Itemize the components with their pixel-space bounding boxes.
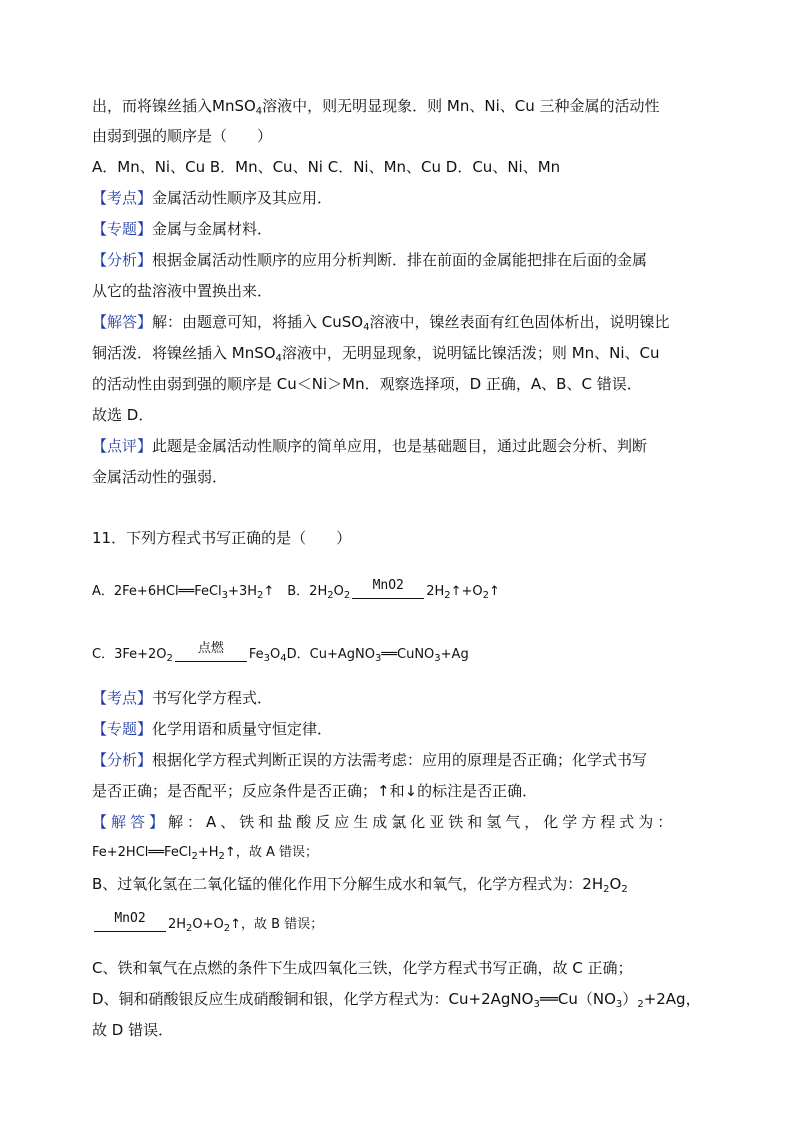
question-11: 11．下列方程式书写正确的是（ ）: [92, 529, 352, 547]
text-line: 是否正确；是否配平；反应条件是否正确；↑和↓的标注是否正确．: [92, 782, 538, 800]
fenxi-11: 【分析】根据化学方程式判断正误的方法需考虑：应用的原理是否正确；化学式书写: [92, 751, 648, 769]
text-line: 出，而将镍丝插入MnSO$_4$溶液中，则无明显现象．则 Mn、Ni、Cu 三种金属的活动性: [92, 97, 660, 117]
option-cd-equations: C．$3Fe+2O_2$ 点燃 $Fe_3O_4D$．Cu+AgNO$_3$══CuNO$_3$+Ag: [92, 641, 469, 664]
text-line: D、铜和硝酸银反应生成硝酸铜和银，化学方程式为：$Cu+2AgNO_3══Cu(NO_3)_2+2Ag$，: [92, 990, 701, 1010]
text-line: 从它的盐溶液中置换出来．: [92, 282, 273, 300]
text-line: B、过氧化氢在二氧化锰的催化作用下分解生成水和氧气，化学方程式为：$2H_2O_2$: [92, 875, 628, 895]
text-line: 金属活动性的强弱．: [92, 468, 228, 486]
text-line: MnO2 $2H_2O+O_2↑$，故 B 错误；: [92, 915, 323, 935]
text-line: 故 D 错误．: [92, 1021, 174, 1039]
reaction-condition: 点燃: [175, 645, 247, 665]
zhuanti-10: 【专题】金属与金属材料．: [92, 220, 273, 238]
reaction-condition: MnO2: [94, 915, 166, 935]
zhuanti-11: 【专题】化学用语和质量守恒定律．: [92, 720, 333, 738]
text-line: $Fe+2HCl══FeCl_2+H_2↑$，故 A 错误；: [92, 845, 318, 862]
reaction-condition: MnO2: [352, 582, 424, 602]
fenxi-10: 【分析】根据金属活动性顺序的应用分析判断．排在前面的金属能把排在后面的金属: [92, 251, 648, 269]
text-line: 由弱到强的顺序是（ ）: [92, 127, 273, 145]
text-line: C、铁和氧气在点燃的条件下生成四氧化三铁，化学方程式书写正确，故 C 正确；: [92, 959, 633, 977]
kaodian-10: 【考点】金属活动性顺序及其应用．: [92, 189, 333, 207]
text-line: 故选 D．: [92, 406, 154, 424]
dianping-10: 【点评】此题是金属活动性顺序的简单应用，也是基础题目，通过此题会分析、判断: [92, 437, 648, 455]
jieda-11: 【解答】解：A、铁和盐酸反应生成氯化亚铁和氢气，化学方程式为：: [92, 813, 677, 831]
kaodian-11: 【考点】书写化学方程式．: [92, 689, 273, 707]
option-ab-equations: A．$2Fe+6HCl══FeCl_3+3H_2↑$ B．$2H_2O_2$ MnO2 $2H_2↑+O_2↑$: [92, 578, 500, 601]
text-line: 铜活泼．将镍丝插入 MnSO$_4$溶液中，无明显现象，说明锰比镍活泼；则 Mn、Ni、Cu: [92, 344, 660, 364]
text-line: 的活动性由弱到强的顺序是 Cu＜Ni＞Mn．观察选择项，D 正确，A、B、C 错误．: [92, 375, 642, 393]
jieda-10: 【解答】解：由题意可知，将插入 CuSO$_4$溶液中，镍丝表面有红色固体析出，说明镍比: [92, 313, 670, 333]
answer-options: A．Mn、Ni、Cu B．Mn、Cu、Ni C．Ni、Mn、Cu D．Cu、Ni、Mn: [92, 158, 561, 176]
